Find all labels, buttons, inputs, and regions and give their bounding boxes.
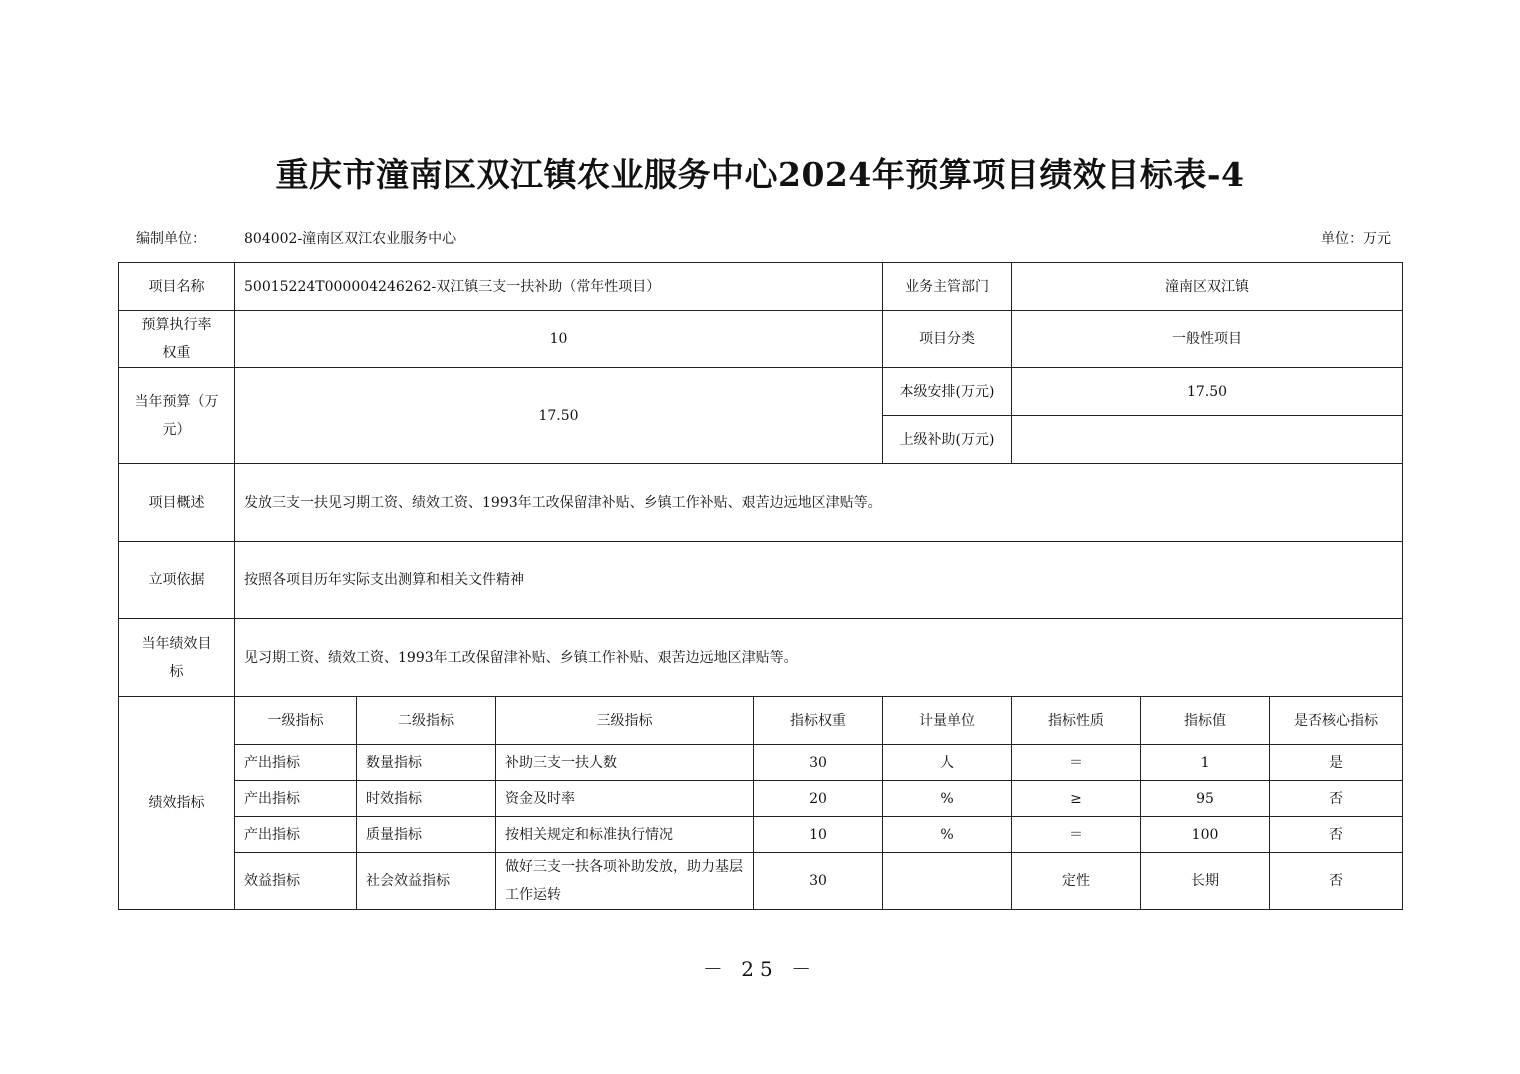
budget-label-line-2: 元） xyxy=(162,421,191,438)
overview-value: 发放三支一扶见习期工资、绩效工资、1993年工改保留津补贴、乡镇工作补贴、艰苦边远地区津贴等。 xyxy=(235,464,1403,542)
indicator-unit xyxy=(883,853,1012,910)
goal-label-line-1: 当年绩效目 xyxy=(141,635,212,652)
indicator-header-nature: 指标性质 xyxy=(1012,697,1141,745)
indicators-label: 绩效指标 xyxy=(119,697,235,910)
indicator-level2: 社会效益指标 xyxy=(357,853,496,910)
local-funding-value: 17.50 xyxy=(1012,368,1403,416)
dept-value: 潼南区双江镇 xyxy=(1012,263,1403,311)
indicator-header-core: 是否核心指标 xyxy=(1270,697,1403,745)
table-row xyxy=(119,781,1403,817)
indicator-value: 1 xyxy=(1141,745,1270,781)
indicator-unit: % xyxy=(883,781,1012,817)
indicator-unit: % xyxy=(883,817,1012,853)
upper-funding-value xyxy=(1012,416,1403,464)
indicator-level1: 产出指标 xyxy=(235,781,357,817)
indicator-header-value: 指标值 xyxy=(1141,697,1270,745)
local-funding-label: 本级安排(万元) xyxy=(883,368,1012,416)
unit-label: 单位：万元 xyxy=(1321,231,1391,247)
indicator-level3: 资金及时率 xyxy=(496,781,754,817)
indicator-core: 否 xyxy=(1270,853,1403,910)
budget-row xyxy=(119,368,1403,416)
indicator-weight: 30 xyxy=(754,853,883,910)
budget-label xyxy=(119,368,235,464)
indicator-weight: 10 xyxy=(754,817,883,853)
budget-value: 17.50 xyxy=(235,368,883,464)
dept-label: 业务主管部门 xyxy=(883,263,1012,311)
project-name-value: 50015224T000004246262-双江镇三支一扶补助（常年性项目） xyxy=(235,263,883,311)
indicator-level1: 产出指标 xyxy=(235,745,357,781)
indicator-weight: 20 xyxy=(754,781,883,817)
indicator-nature: ＝ xyxy=(1012,817,1141,853)
indicator-nature: ≥ xyxy=(1012,781,1141,817)
org-label: 编制单位： xyxy=(136,231,206,247)
indicator-level2: 时效指标 xyxy=(357,781,496,817)
indicator-core: 是 xyxy=(1270,745,1403,781)
basis-label: 立项依据 xyxy=(119,542,235,619)
indicator-header-level3: 三级指标 xyxy=(496,697,754,745)
overview-row xyxy=(119,464,1403,542)
indicator-core: 否 xyxy=(1270,817,1403,853)
indicator-header-level1: 一级指标 xyxy=(235,697,357,745)
indicator-level3: 做好三支一扶各项补助发放，助力基层工作运转 xyxy=(496,853,754,910)
indicator-level1: 产出指标 xyxy=(235,817,357,853)
weight-label-line-2: 权重 xyxy=(162,345,191,361)
indicator-level2: 数量指标 xyxy=(357,745,496,781)
indicator-value: 长期 xyxy=(1141,853,1270,910)
indicator-header-weight: 指标权重 xyxy=(754,697,883,745)
indicator-level3: 补助三支一扶人数 xyxy=(496,745,754,781)
basis-row xyxy=(119,542,1403,619)
indicator-unit: 人 xyxy=(883,745,1012,781)
indicator-level2: 质量指标 xyxy=(357,817,496,853)
page-number: － 25 － xyxy=(702,957,818,981)
project-name-row xyxy=(119,263,1403,311)
indicator-value: 95 xyxy=(1141,781,1270,817)
org-value: 804002-潼南区双江农业服务中心 xyxy=(244,231,457,247)
document-title: 重庆市潼南区双江镇农业服务中心2024年预算项目绩效目标表-4 xyxy=(275,155,1245,194)
indicator-nature: ＝ xyxy=(1012,745,1141,781)
indicator-level3: 按相关规定和标准执行情况 xyxy=(496,817,754,853)
goal-value: 见习期工资、绩效工资、1993年工改保留津补贴、乡镇工作补贴、艰苦边远地区津贴等。 xyxy=(235,619,1403,697)
upper-funding-label: 上级补助(万元) xyxy=(883,416,1012,464)
project-name-label: 项目名称 xyxy=(119,263,235,311)
budget-label-line-1: 当年预算（万 xyxy=(134,393,219,410)
overview-label: 项目概述 xyxy=(119,464,235,542)
basis-value: 按照各项目历年实际支出测算和相关文件精神 xyxy=(235,542,1403,619)
weight-label-line-1: 预算执行率 xyxy=(141,317,212,333)
category-label: 项目分类 xyxy=(883,311,1012,368)
weight-value: 10 xyxy=(235,311,883,368)
indicator-nature: 定性 xyxy=(1012,853,1141,910)
indicator-header-unit: 计量单位 xyxy=(883,697,1012,745)
goal-label-line-2: 标 xyxy=(169,663,184,680)
performance-target-table xyxy=(118,262,1403,910)
table-row xyxy=(119,817,1403,853)
goal-label xyxy=(119,619,235,697)
indicator-value: 100 xyxy=(1141,817,1270,853)
indicator-header-level2: 二级指标 xyxy=(357,697,496,745)
category-value: 一般性项目 xyxy=(1012,311,1403,368)
table-row xyxy=(119,853,1403,910)
goal-row xyxy=(119,619,1403,697)
indicator-weight: 30 xyxy=(754,745,883,781)
indicator-level1: 效益指标 xyxy=(235,853,357,910)
weight-label xyxy=(119,311,235,368)
weight-row xyxy=(119,311,1403,368)
indicator-core: 否 xyxy=(1270,781,1403,817)
table-row xyxy=(119,745,1403,781)
indicator-header-row xyxy=(119,697,1403,745)
